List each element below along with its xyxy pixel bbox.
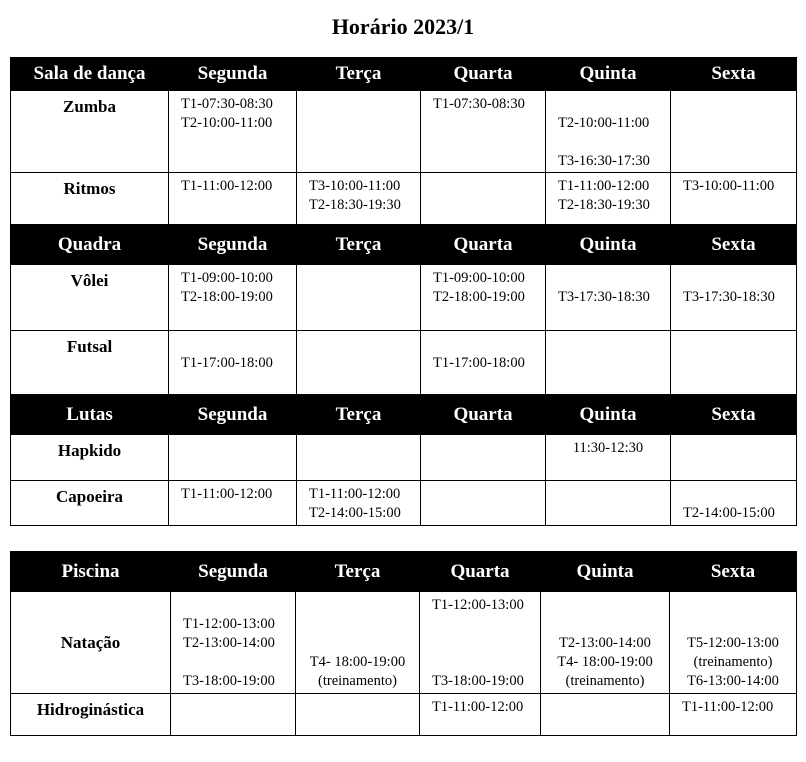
day-header-segunda: Segunda	[169, 395, 297, 435]
section-title: Lutas	[11, 395, 169, 435]
time-slot: T1-07:30-08:30	[433, 96, 525, 112]
day-header-quinta: Quinta	[546, 225, 671, 265]
time-slot: T1-11:00-12:00	[181, 486, 273, 502]
schedule-cell-terca	[296, 592, 420, 694]
time-slot: T6-13:00-14:00	[687, 673, 779, 689]
activity-name: Zumba	[11, 91, 169, 173]
schedule-cell-quinta	[546, 435, 671, 481]
activity-row-zumba	[11, 91, 797, 173]
schedule-cell-terca	[297, 331, 421, 395]
schedule-cell-quinta	[546, 331, 671, 395]
schedule-cell-segunda	[169, 331, 297, 395]
schedule-cell-quarta	[420, 592, 541, 694]
time-slot: T1-11:00-12:00	[309, 486, 401, 502]
time-slot: T2-18:30-19:30	[558, 197, 650, 213]
schedule-cell-quarta	[421, 91, 546, 173]
time-slot: T2-14:00-15:00	[683, 505, 775, 521]
time-slot: T2-14:00-15:00	[309, 505, 401, 521]
time-slot: T1-11:00-12:00	[682, 699, 774, 715]
time-slot: T3-10:00-11:00	[309, 178, 401, 194]
schedule-cell-quinta	[546, 91, 671, 173]
activity-name: Capoeira	[11, 481, 169, 526]
schedule-cell-quinta	[546, 481, 671, 526]
activity-name: Hapkido	[11, 435, 169, 481]
time-slot: T2-10:00-11:00	[181, 115, 273, 131]
activity-name: Vôlei	[11, 265, 169, 331]
day-header-segunda: Segunda	[169, 225, 297, 265]
day-header-quarta: Quarta	[421, 58, 546, 91]
time-slot: T2-13:00-14:00	[559, 635, 651, 651]
day-header-quarta: Quarta	[420, 552, 541, 592]
pool-schedule-table	[10, 551, 797, 736]
schedule-cell-sexta	[671, 481, 797, 526]
schedule-cell-sexta	[671, 265, 797, 331]
schedule-cell-segunda	[171, 592, 296, 694]
section-title: Sala de dança	[11, 58, 169, 91]
time-slot: (treinamento)	[318, 673, 397, 689]
schedule-cell-segunda	[169, 435, 297, 481]
activity-name: Natação	[11, 592, 171, 694]
time-slot: (treinamento)	[693, 654, 773, 670]
schedule-cell-quarta	[421, 331, 546, 395]
section-header-row	[11, 58, 797, 91]
day-header-quinta: Quinta	[546, 58, 671, 91]
schedule-cell-terca	[297, 481, 421, 526]
activity-row-natacao	[11, 592, 797, 694]
schedule-cell-sexta	[670, 592, 797, 694]
day-header-terca: Terça	[297, 225, 421, 265]
time-slot: T1-09:00-10:00	[433, 270, 525, 286]
section-title: Quadra	[11, 225, 169, 265]
schedule-cell-quarta	[421, 435, 546, 481]
day-header-quinta: Quinta	[546, 395, 671, 435]
schedule-table	[10, 57, 797, 526]
time-slot: T1-11:00-12:00	[181, 178, 273, 194]
time-slot: T2-18:00-19:00	[433, 289, 525, 305]
day-header-terca: Terça	[296, 552, 420, 592]
time-slot: T1-07:30-08:30	[181, 96, 273, 112]
schedule-cell-terca	[297, 91, 421, 173]
activity-row-hapkido	[11, 435, 797, 481]
schedule-cell-sexta	[670, 694, 797, 736]
day-header-quarta: Quarta	[421, 225, 546, 265]
schedule-cell-quarta	[420, 694, 541, 736]
activity-row-volei	[11, 265, 797, 331]
day-header-segunda: Segunda	[171, 552, 296, 592]
time-slot: T3-18:00-19:00	[183, 673, 275, 689]
schedule-cell-sexta	[671, 331, 797, 395]
activity-row-futsal	[11, 331, 797, 395]
activity-row-ritmos	[11, 173, 797, 225]
time-slot: T1-17:00-18:00	[181, 355, 273, 371]
time-slot: T5-12:00-13:00	[687, 635, 779, 651]
schedule-cell-quarta	[421, 481, 546, 526]
schedule-cell-terca	[297, 265, 421, 331]
time-slot: (treinamento)	[565, 673, 645, 689]
time-slot: 11:30-12:30	[572, 440, 644, 456]
schedule-cell-segunda	[169, 91, 297, 173]
schedule-cell-segunda	[169, 481, 297, 526]
time-slot: T2-18:00-19:00	[181, 289, 273, 305]
page-title: Horário 2023/1	[331, 14, 475, 39]
day-header-sexta: Sexta	[670, 552, 797, 592]
day-header-sexta: Sexta	[671, 225, 797, 265]
day-header-quinta: Quinta	[541, 552, 670, 592]
activity-row-hidroginastica	[11, 694, 797, 736]
day-header-terca: Terça	[297, 395, 421, 435]
day-header-sexta: Sexta	[671, 58, 797, 91]
schedule-cell-quarta	[421, 265, 546, 331]
section-header-row	[11, 395, 797, 435]
schedule-cell-segunda	[169, 265, 297, 331]
time-slot: T3-17:30-18:30	[558, 289, 650, 305]
time-slot: T3-18:00-19:00	[432, 673, 524, 689]
time-slot: T1-12:00-13:00	[183, 616, 275, 632]
schedule-cell-quinta	[541, 592, 670, 694]
schedule-cell-terca	[297, 435, 421, 481]
time-slot: T1-12:00-13:00	[432, 597, 524, 613]
section-header-row	[11, 225, 797, 265]
schedule-cell-terca	[296, 694, 420, 736]
schedule-cell-quinta	[546, 265, 671, 331]
section-title: Piscina	[11, 552, 171, 592]
schedule-cell-segunda	[171, 694, 296, 736]
schedule-cell-sexta	[671, 435, 797, 481]
day-header-terca: Terça	[297, 58, 421, 91]
schedule-cell-quarta	[421, 173, 546, 225]
time-slot: T3-16:30-17:30	[558, 153, 650, 169]
schedule-cell-terca	[297, 173, 421, 225]
day-header-quarta: Quarta	[421, 395, 546, 435]
section-header-row	[11, 552, 797, 592]
activity-name: Hidroginástica	[11, 694, 171, 736]
time-slot: T1-17:00-18:00	[433, 355, 525, 371]
day-header-segunda: Segunda	[169, 58, 297, 91]
activity-name: Ritmos	[11, 173, 169, 225]
schedule-cell-quinta	[541, 694, 670, 736]
time-slot: T1-09:00-10:00	[181, 270, 273, 286]
time-slot: T2-18:30-19:30	[309, 197, 401, 213]
time-slot: T2-13:00-14:00	[183, 635, 275, 651]
time-slot: T4- 18:00-19:00	[557, 654, 653, 670]
time-slot: T2-10:00-11:00	[558, 115, 650, 131]
schedule-cell-sexta	[671, 91, 797, 173]
day-header-sexta: Sexta	[671, 395, 797, 435]
time-slot: T3-10:00-11:00	[683, 178, 775, 194]
schedule-cell-segunda	[169, 173, 297, 225]
time-slot: T4- 18:00-19:00	[309, 654, 406, 670]
time-slot: T3-17:30-18:30	[683, 289, 775, 305]
activity-name: Futsal	[11, 331, 169, 395]
schedule-cell-sexta	[671, 173, 797, 225]
schedule-cell-quinta	[546, 173, 671, 225]
activity-row-capoeira	[11, 481, 797, 526]
time-slot: T1-11:00-12:00	[432, 699, 524, 715]
time-slot: T1-11:00-12:00	[558, 178, 650, 194]
